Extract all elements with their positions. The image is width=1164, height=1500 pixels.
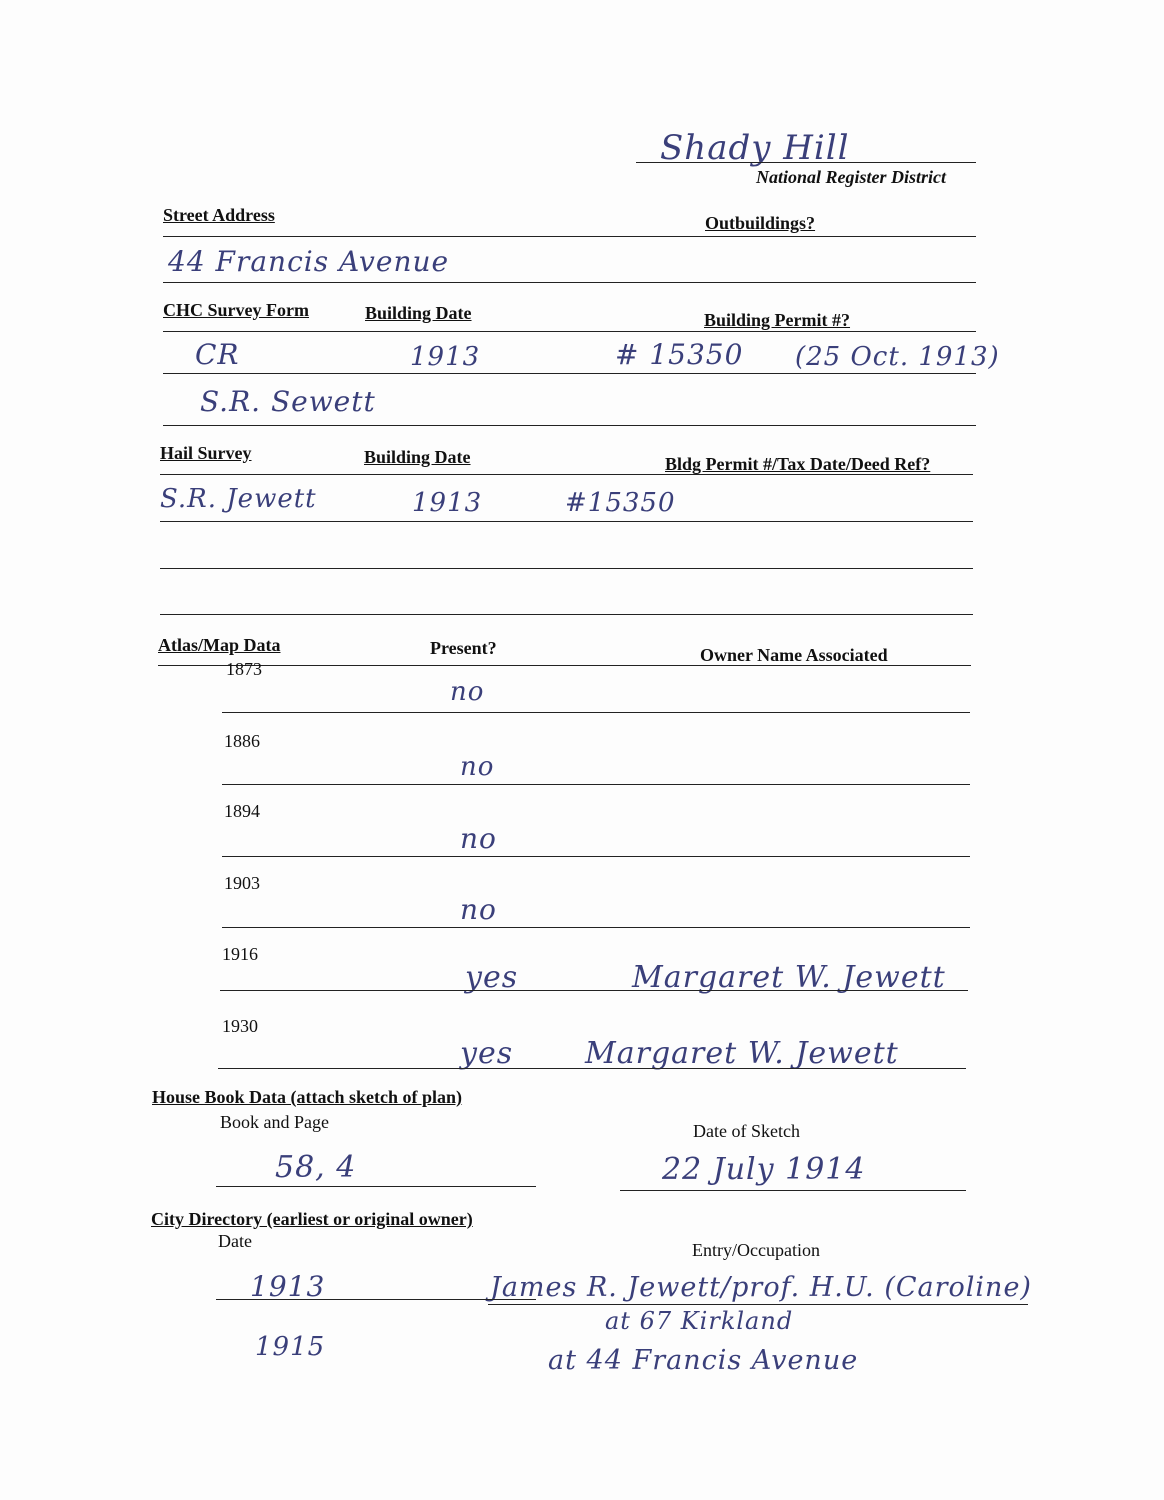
atlas-present-value: no <box>460 822 497 855</box>
district-handwritten-name: Shady Hill <box>660 128 850 168</box>
hail-header-rule <box>160 474 973 475</box>
chc-row-rule <box>163 373 976 374</box>
atlas-owner-label: Owner Name Associated <box>700 645 888 665</box>
hail-permit-value: #15350 <box>565 488 676 518</box>
atlas-present-value: yes <box>460 1036 514 1071</box>
district-rule <box>636 162 976 163</box>
atlas-label: Atlas/Map Data <box>158 635 281 655</box>
sketch-date-rule <box>620 1190 966 1191</box>
atlas-year: 1903 <box>224 873 260 893</box>
directory-entry1-value: James R. Jewett/prof. H.U. (Caroline) <box>490 1272 1032 1303</box>
atlas-row-rule <box>222 856 970 857</box>
atlas-year: 1916 <box>222 944 258 964</box>
atlas-row-rule <box>218 1068 966 1069</box>
hail-building-date-label: Building Date <box>364 447 471 467</box>
directory-date-label: Date <box>218 1231 252 1251</box>
atlas-present-value: no <box>460 752 495 782</box>
hail-survey-value: S.R. Jewett <box>160 484 317 514</box>
atlas-year: 1894 <box>224 801 260 821</box>
hail-row-rule-2 <box>160 568 973 569</box>
directory-entry1-sub: at 67 Kirkland <box>605 1307 794 1335</box>
street-address-rule <box>163 236 976 237</box>
chc-header-rule <box>163 331 976 332</box>
directory-date2-value: 1915 <box>255 1332 326 1362</box>
directory-entry-rule <box>488 1304 1028 1305</box>
chc-permit-label: Building Permit #? <box>704 310 851 330</box>
atlas-row-rule <box>222 927 970 928</box>
directory-entry2-value: at 44 Francis Avenue <box>548 1345 859 1376</box>
hail-row-rule-3 <box>160 614 973 615</box>
atlas-year: 1930 <box>222 1016 258 1036</box>
atlas-header-rule <box>158 665 971 666</box>
book-page-label: Book and Page <box>220 1112 329 1132</box>
sketch-date-label: Date of Sketch <box>693 1121 800 1141</box>
chc-architect-value: S.R. Sewett <box>200 385 376 418</box>
atlas-present-value: no <box>450 677 485 707</box>
atlas-owner-value: Margaret W. Jewett <box>585 1036 899 1071</box>
directory-entry-label: Entry/Occupation <box>692 1240 820 1260</box>
chc-form-value: CR <box>195 338 240 371</box>
book-page-value: 58, 4 <box>275 1150 357 1185</box>
outbuildings-label: Outbuildings? <box>705 213 816 233</box>
hail-row-rule <box>160 521 973 522</box>
chc-building-date-label: Building Date <box>365 303 472 323</box>
directory-date1-value: 1913 <box>250 1270 326 1303</box>
chc-permit-date-value: (25 Oct. 1913) <box>795 342 1000 372</box>
chc-permit-value: # 15350 <box>615 338 744 371</box>
atlas-present-value: yes <box>465 960 519 995</box>
street-address-value: 44 Francis Avenue <box>168 245 450 278</box>
atlas-owner-value: Margaret W. Jewett <box>632 960 946 995</box>
atlas-row-rule <box>222 784 970 785</box>
district-label: National Register District <box>756 167 947 187</box>
atlas-row-rule <box>222 712 970 713</box>
house-book-label: House Book Data (attach sketch of plan) <box>152 1087 463 1107</box>
chc-date-value: 1913 <box>410 342 481 372</box>
street-address-label: Street Address <box>163 205 275 225</box>
directory-row-rule <box>216 1299 536 1300</box>
city-directory-label: City Directory (earliest or original owner) <box>151 1209 473 1229</box>
atlas-year: 1873 <box>226 659 262 679</box>
atlas-row-rule <box>220 990 968 991</box>
hail-date-value: 1913 <box>412 488 483 518</box>
atlas-year: 1886 <box>224 731 260 751</box>
sketch-date-value: 22 July 1914 <box>662 1152 866 1187</box>
book-page-rule <box>216 1186 536 1187</box>
hail-survey-label: Hail Survey <box>160 443 252 463</box>
atlas-present-value: no <box>460 893 497 926</box>
atlas-present-label: Present? <box>430 638 497 658</box>
chc-survey-label: CHC Survey Form <box>163 300 309 320</box>
hail-permit-label: Bldg Permit #/Tax Date/Deed Ref? <box>665 454 931 474</box>
street-address-rule-2 <box>163 282 976 283</box>
chc-row-rule-2 <box>163 425 976 426</box>
